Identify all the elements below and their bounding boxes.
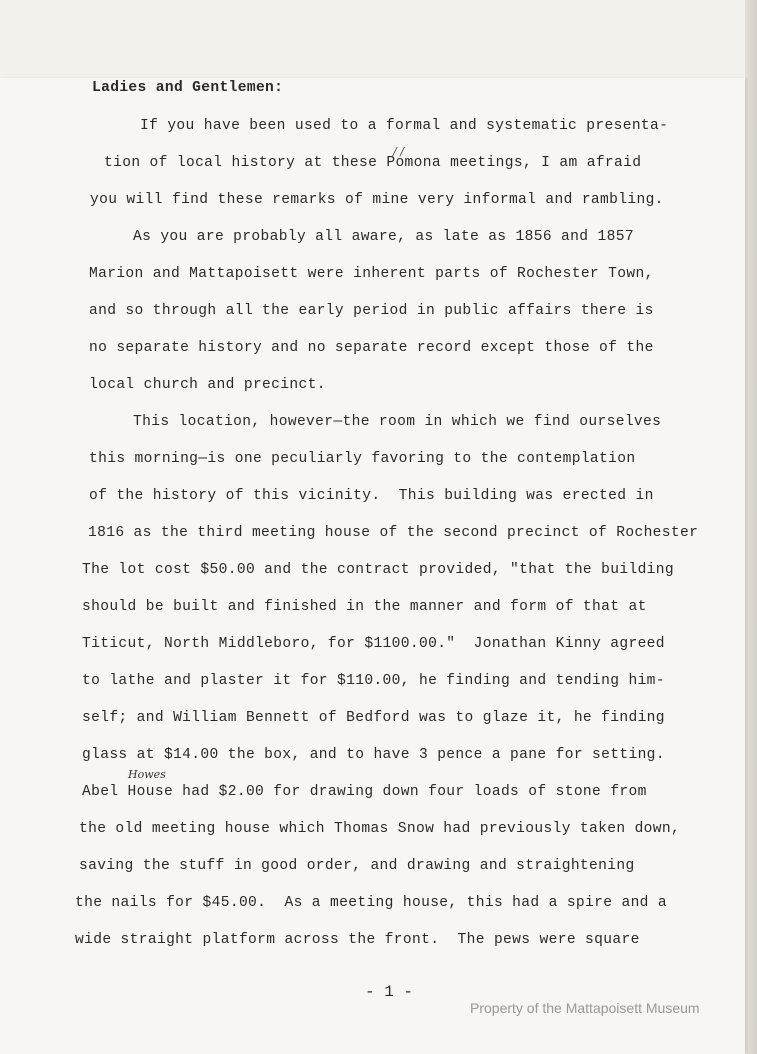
body-line: The lot cost $50.00 and the contract provided, "that the building [82,562,674,578]
body-line: and so through all the early period in public affairs there is [89,303,654,319]
body-line: Marion and Mattapoisett were inherent parts of Rochester Town, [89,266,654,282]
top-page-strip [0,0,757,81]
body-line: As you are probably all aware, as late as 1856 and 1857 [133,229,634,245]
body-line: of the history of this vicinity. This building was erected in [89,488,654,504]
body-line: no separate history and no separate record except those of the [89,340,654,356]
body-line: glass at $14.00 the box, and to have 3 pence a pane for setting. [82,747,665,763]
salutation: Ladies and Gentlemen: [92,80,284,96]
body-line: to lathe and plaster it for $110.00, he finding and tending him- [82,673,665,689]
body-line: If you have been used to a formal and systematic presenta- [140,118,669,134]
page-edge [745,0,757,1054]
body-line: saving the stuff in good order, and drawing and straightening [79,858,635,874]
body-line: this morning—is one peculiarly favoring to the contemplation [89,451,636,467]
body-line: tion of local history at these Pomona meetings, I am afraid [104,155,642,171]
body-line: wide straight platform across the front. The pews were square [75,932,640,948]
body-line: the old meeting house which Thomas Snow had previously taken down, [79,821,681,837]
body-line: 1816 as the third meeting house of the second precinct of Rochester [88,525,699,541]
body-line: you will find these remarks of mine very informal and rambling. [90,192,664,208]
body-line: should be built and finished in the manner and form of that at [82,599,647,615]
handwritten-insert: Howes [128,768,166,781]
handwritten-insert: / / [393,145,404,158]
body-line: self; and William Bennett of Bedford was to glaze it, he finding [82,710,665,726]
body-line: the nails for $45.00. As a meeting house, this had a spire and a [75,895,667,911]
body-line: This location, however—the room in which we find ourselves [133,414,662,430]
body-line: local church and precinct. [89,377,326,393]
museum-watermark: Property of the Mattapoisett Museum [470,1000,700,1016]
page-number: - 1 - [365,983,414,1001]
body-line: Titicut, North Middleboro, for $1100.00." Jonathan Kinny agreed [82,636,665,652]
body-line: Abel House had $2.00 for drawing down four loads of stone from [82,784,647,800]
